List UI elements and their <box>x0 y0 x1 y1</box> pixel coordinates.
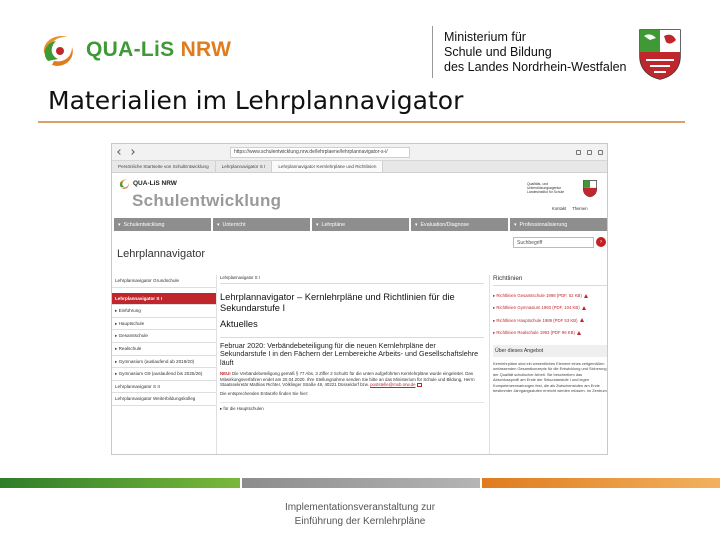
pdf-icon <box>582 306 586 310</box>
main-content <box>220 275 484 412</box>
search-button[interactable]: › <box>596 237 606 247</box>
richtlinien-link-label: Richtlinien Gymnasium 1993 (PDF, 104 KB) <box>496 305 580 311</box>
nav-item[interactable]: Lehrplannavigator Weiterbildungskolleg <box>112 393 216 406</box>
footer-line-1: Implementationsveranstaltung zur <box>284 502 436 513</box>
swirl-icon <box>38 31 80 69</box>
menu-lehrplaene[interactable]: ▾ Lehrpläne <box>312 218 409 231</box>
content-subheading: Aktuelles <box>220 319 258 330</box>
pdf-icon <box>580 318 584 322</box>
menu-professionalisierung[interactable]: ▾ Professionalisierung <box>510 218 607 231</box>
site-logo[interactable] <box>118 177 177 189</box>
pdf-icon <box>584 294 588 298</box>
menu-icon[interactable] <box>598 150 603 155</box>
about-heading: Über dieses Angebot <box>493 345 607 357</box>
ministry-name <box>444 30 627 75</box>
new-badge: NEU! <box>220 371 231 377</box>
footer-line-2: Einführung der Kernlehrpläne <box>294 516 426 527</box>
slide-title: Materialien im Lehrplannavigator <box>48 86 464 115</box>
ministry-line-2: Schule und Bildung <box>444 45 552 59</box>
richtlinien-heading: Richtlinien <box>493 275 607 286</box>
site-brand: QUA-LiS NRW <box>133 179 177 187</box>
bookmark-icon[interactable] <box>576 150 581 155</box>
nav-subitem[interactable]: ▸ Hauptschule <box>112 318 216 331</box>
news-title: Februar 2020: Verbändebeteiligung für die neuen Kernlehrpläne der Sekundarstufe I in den Fächern der Lernbereiche Arbeits- und Gesellschaftslehre läuft <box>220 337 484 367</box>
kontakt-link[interactable]: Kontakt <box>552 206 567 211</box>
richtlinien-link[interactable] <box>493 318 607 323</box>
site-ministry <box>527 182 564 195</box>
about-text: Kernlehrpläne sind ein wesentliches Element eines zeitgemäßen umfassenden Gesamtkonzepts für die Entwicklung und Sicherung der Qualität schulischer Arbeit. Sie beschreiben das Abschlussprofil am Ende der Sekundarstufe I und legen Kompetenzerwartungen fest, die als Zwischenstufen am Ende bestimmter Jahrgangsstufen erreicht werden müssen. Im Zentrum <box>493 360 607 394</box>
site-coat-of-arms-icon <box>582 179 598 198</box>
richtlinien-link-label: Richtlinien Hauptschule 1989 (PDF 53 KB) <box>496 317 578 323</box>
header-divider <box>432 26 433 78</box>
browser-tab[interactable]: Persönliche Startseite von SchulEntwicklung <box>112 161 216 173</box>
extension-icon[interactable] <box>587 150 592 155</box>
richtlinien-link[interactable] <box>493 293 607 298</box>
nav-subitem[interactable]: ▸ Einführung <box>112 305 216 318</box>
right-column <box>493 275 607 394</box>
browser-tab-active[interactable]: Lehrplannavigator Kernlehrpläne und Richtlinien <box>272 161 383 173</box>
site-ministry-line: Qualitäts- und <box>527 182 549 186</box>
pdf-icon <box>577 331 581 335</box>
email-link[interactable]: poststelle@msb.nrw.de <box>370 382 416 388</box>
site-title: Schulentwicklung <box>132 191 282 210</box>
content-heading: Lehrplannavigator – Kernlehrpläne und Richtlinien für die Sekundarstufe I <box>220 292 455 313</box>
site-swirl-icon <box>118 177 131 189</box>
menu-schulentwicklung[interactable]: ▾ Schulentwicklung <box>114 218 211 231</box>
themen-link[interactable]: Themen <box>572 206 588 211</box>
news-paragraph <box>220 371 484 388</box>
coat-of-arms-icon <box>636 28 684 80</box>
site-links <box>552 206 588 211</box>
browser-screenshot <box>111 143 608 455</box>
drafts-link[interactable]: ▸ für die Hauptschulen <box>220 402 484 412</box>
browser-tab[interactable]: Lehrplannavigator S I <box>216 161 273 173</box>
brand-name <box>86 38 231 62</box>
nav-subitem[interactable]: ▸ Realschule <box>112 343 216 356</box>
site-ministry-line: Unterstützungsagentur <box>527 186 562 191</box>
site-header <box>112 173 607 217</box>
nav-subitem[interactable]: ▸ Gesamtschule <box>112 330 216 343</box>
back-icon[interactable] <box>117 149 123 155</box>
tab-strip <box>112 161 607 173</box>
nav-item[interactable]: Lehrplannavigator Grundschule <box>112 275 216 288</box>
brand-part1: QUA-LiS <box>86 38 175 61</box>
nav-item[interactable]: Lehrplannavigator S II <box>112 381 216 394</box>
richtlinien-link[interactable] <box>493 330 607 335</box>
browser-toolbar <box>112 144 607 161</box>
nav-subitem[interactable]: ▸ Gymnasium (auslaufend ab 2019/20) <box>112 356 216 369</box>
title-underline <box>38 121 685 123</box>
footer-text <box>240 501 480 529</box>
breadcrumb[interactable]: Lehrplannavigator S I <box>220 275 484 284</box>
forward-icon[interactable] <box>129 149 135 155</box>
column-divider <box>216 275 217 455</box>
page-title: Lehrplannavigator <box>117 248 206 260</box>
search-input[interactable]: Suchbegriff <box>513 237 594 248</box>
footer-bar-orange <box>482 478 720 488</box>
brand-part2: NRW <box>174 38 232 61</box>
browser-icons <box>576 150 603 155</box>
column-divider <box>489 275 490 455</box>
mail-icon <box>417 383 422 387</box>
footer-bar-grey <box>242 478 480 488</box>
menu-evaluation[interactable]: ▾ Evaluation/Diagnose <box>411 218 508 231</box>
main-menu <box>112 218 608 231</box>
news-text: Die Verbändebeteiligung gemäß § 77 Abs. 3 Ziffer 2 SchulG für die unten aufgeführten Kernlehrpläne wurde eingeleitet. Das Mitwirkungsverfahren endet am 20.04.2020. Ihre Stellungnahme senden Sie bitte an das Ministerium für Schule und Bildung, Herrn Staatssekretär Mathias Richter, Völklinger Straße 49, 40221 Düsseldorf bzw. <box>220 371 475 388</box>
address-bar[interactable]: https://www.schulentwicklung.nrw.de/lehrplaene/lehrplannavigator-s-i/ <box>230 147 410 158</box>
left-navigation <box>112 275 216 406</box>
ministry-line-1: Ministerium für <box>444 30 526 44</box>
qualis-logo <box>38 30 231 70</box>
nav-subitem[interactable]: ▸ Gymnasium G9 (auslaufend bis 2025/26) <box>112 368 216 381</box>
footer-bar-green <box>0 478 240 488</box>
drafts-intro: Die entsprechenden Entwürfe finden Sie hier: <box>220 390 309 396</box>
richtlinien-link-label: Richtlinien Realschule 1993 (PDF 96 KB) <box>496 330 575 336</box>
richtlinien-link-label: Richtlinien Gesamtschule 1998 (PDF, 52 KB) <box>496 293 582 298</box>
richtlinien-link[interactable] <box>493 305 607 310</box>
ministry-line-3: des Landes Nordrhein-Westfalen <box>444 60 627 74</box>
menu-unterricht[interactable]: ▾ Unterricht <box>213 218 310 231</box>
site-ministry-line: Landesinstitut für Schule <box>527 190 565 195</box>
nav-item-active[interactable]: Lehrplannavigator S I <box>112 293 216 306</box>
